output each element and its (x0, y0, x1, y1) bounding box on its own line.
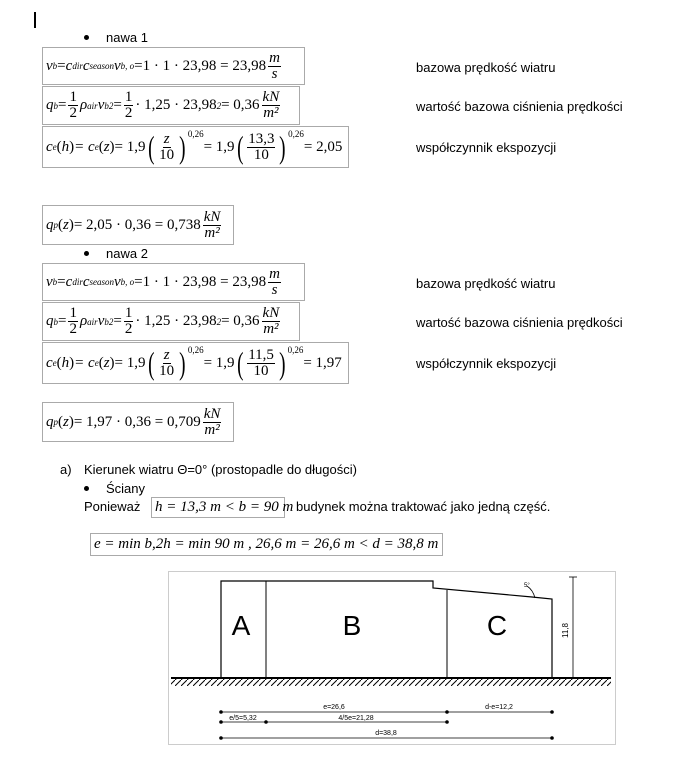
formula-qp-1[interactable]: q p ( z ) = 2,05 · 0,36 = 0,738 $\frac{kN}{\text{m²}}$ (42, 205, 234, 245)
qb-half-num: 1 (69, 89, 77, 105)
conclusion-text: budynek można traktować jako jedną część. (296, 499, 551, 514)
ce2-result: = 1,97 (303, 354, 342, 371)
desc-ce-1: współczynnik ekspozycji (416, 140, 557, 155)
qb2-numeric: · 1,25 · 23,98 (135, 313, 217, 329)
cseason-symbol: c (82, 57, 90, 74)
section2-heading-text: nawa 2 (106, 246, 148, 261)
ce2-mid: = c (74, 354, 95, 371)
qb2-sub: b (53, 316, 58, 327)
desc-vb-1: bazowa prędkość wiatru (416, 60, 556, 75)
bullet-icon (84, 35, 89, 40)
ce-mid: = c (74, 138, 95, 155)
qp-arg: z (63, 216, 69, 233)
qb-result: = 0,36 (221, 97, 260, 113)
vb-unit-num: m (269, 49, 280, 66)
cdir-symbol: c (65, 57, 73, 74)
ce-coef: = 1,9 (114, 138, 146, 155)
qp-sub: p (53, 220, 58, 230)
qb2-half (68, 306, 78, 337)
dim-d-e-label: d-e=12,2 (485, 704, 513, 711)
qb-half-den: 2 (69, 105, 77, 121)
ce-paren-2: ( $\frac{13,3}{10}$ ) (236, 129, 286, 165)
section2-heading (84, 246, 148, 261)
roof-angle-label: 5° (524, 583, 530, 589)
ce-coef2: = 1,9 (203, 138, 235, 155)
qb2-numeric-sup: 2 (216, 316, 222, 327)
ce-frac-num: z (163, 130, 170, 147)
qb2-v-symbol: v (97, 313, 105, 329)
ce-frac2-num: 13,3 (248, 130, 275, 147)
qb2-half2 (124, 306, 134, 337)
ce-exp2: 0,26 (288, 129, 304, 139)
dim-mark (550, 736, 554, 740)
vb2-numeric: =1 · 1 · 23,98 = 23,98 (134, 273, 267, 290)
dim-mark (445, 720, 449, 724)
formula-qb-1[interactable]: q b = $\frac{1}{2}$ ρ air v b 2 = $\frac{1}{2}$ · 1,25 · 23,98 2 = 0,36 $\frac{kN}{\text{m²}}$ (42, 86, 300, 125)
vb2-unit-num: m (269, 265, 280, 282)
qp-numeric: = 2,05 · 0,36 = 0,738 (73, 216, 201, 233)
vb-eq: = (57, 57, 66, 74)
desc-vb-2: bazowa prędkość wiatru (416, 276, 556, 291)
qp2-unit-den: m² (204, 421, 220, 438)
vb2-symbol: v (46, 273, 53, 290)
qp-unit (203, 210, 222, 241)
qb2-symbol: q (46, 313, 54, 329)
qb-sub: b (53, 100, 58, 111)
qb-numeric: · 1,25 · 23,98 (135, 97, 217, 113)
vbo2-symbol: v (114, 273, 121, 290)
qb-unit-den: m² (263, 105, 279, 121)
section1-heading (84, 30, 148, 45)
desc-qb-2: wartość bazowa ciśnienia prędkości (416, 315, 623, 330)
walls-heading-text: Ściany (106, 481, 146, 496)
ce2-frac-den: 10 (159, 362, 175, 379)
cseason2-symbol: c (82, 273, 90, 290)
ce-frac2-den: 10 (253, 146, 269, 163)
dim-mark (219, 710, 223, 714)
cseason-sub: season (89, 61, 114, 71)
vbo-sub: b, o (120, 61, 135, 71)
height-dim-label: 11,8 (561, 623, 570, 638)
ce-sub: e (52, 142, 57, 152)
vb-unit-den: s (271, 65, 278, 82)
ce-exp: 0,26 (187, 129, 204, 139)
dim-4e5-label: 4/5e=21,28 (338, 715, 374, 722)
qb-v-sup: 2 (108, 100, 114, 111)
formula-vb-2[interactable]: v b = c dir c season v b, o =1 · 1 · 23,98 = 23,98 $\frac{m}{s}$ (42, 263, 305, 301)
qb2-unit-num: kN (262, 305, 280, 321)
qb2-unit (262, 306, 281, 337)
ce-result: = 2,05 (303, 138, 343, 155)
rho2-sub: air (87, 316, 98, 327)
qb-v-symbol: v (97, 97, 105, 113)
ce-symbol: c (46, 138, 53, 155)
ce-arg: h (61, 138, 70, 155)
qb-v-sub: b (104, 100, 109, 111)
cdir2-symbol: c (65, 273, 73, 290)
qb2-v-sup: 2 (108, 316, 114, 327)
qb2-unit-den: m² (263, 321, 279, 337)
formula-e[interactable]: e = min b,2h = min 90 m , 26,6 m = 26,6 m < d = 38,8 m (90, 533, 443, 556)
ce2-paren-1: ( $\frac{z}{10}$ ) (147, 345, 186, 381)
ce2-arg: h (61, 354, 70, 371)
vb-unit (268, 51, 281, 82)
formula-qp-2[interactable]: q p ( z ) = 1,97 · 0,36 = 0,709 $\frac{kN}{\text{m²}}$ (42, 402, 234, 442)
qb-half2-num: 1 (124, 89, 133, 105)
text-cursor (34, 12, 36, 28)
bullet-icon (84, 251, 89, 256)
ce2-frac2-den: 10 (253, 362, 269, 379)
ce2-paren-2: ( $\frac{11,5}{10}$ ) (236, 345, 286, 381)
zone-a-label: A (231, 610, 251, 641)
section1-heading-text: nawa 1 (106, 30, 148, 45)
ce2-coef: = 1,9 (114, 354, 146, 371)
ce2-exp: 0,26 (187, 345, 204, 355)
qb2-half2-num: 1 (124, 305, 133, 321)
qp-unit-den: m² (204, 224, 220, 241)
qp2-sub: p (53, 417, 58, 427)
list-item-a-text: Kierunek wiatru Θ=0° (prostopadle do długości) (84, 462, 357, 477)
vb2-unit (268, 267, 281, 298)
qb-half2 (124, 90, 134, 121)
zone-b-label: B (342, 610, 362, 641)
formula-qb-2[interactable]: q b = $\frac{1}{2}$ ρ air v b 2 = $\frac{1}{2}$ · 1,25 · 23,98 2 = 0,36 $\frac{kN}{\text{m²}}$ (42, 302, 300, 341)
qp2-numeric: = 1,97 · 0,36 = 0,709 (73, 413, 201, 430)
ce2-sub: e (52, 358, 57, 368)
walls-heading (84, 481, 145, 496)
ce-paren-1: ( $\frac{z}{10}$ ) (147, 129, 186, 165)
dim-mark (219, 720, 223, 724)
list-item-a-label: a) (60, 462, 72, 477)
ce2-exp2: 0,26 (287, 345, 304, 355)
ce2-symbol: c (46, 354, 53, 371)
formula-ce-2[interactable]: c e ( h ) = c e ( z ) = 1,9 ( $\frac{z}{10}$ ) $^{0,26}$ = 1,9 ( $\frac{11,5}{10}$ ) $^{0,26}$ = 1,97 (42, 342, 349, 384)
vb2-unit-den: s (271, 281, 278, 298)
ce-arg2: z (103, 138, 110, 155)
dim-mark (445, 710, 449, 714)
qb2-half-den: 2 (69, 321, 77, 337)
qb2-half2-den: 2 (124, 321, 133, 337)
qp2-arg: z (63, 413, 69, 430)
qb-numeric-sup: 2 (216, 100, 222, 111)
ce2-arg2: z (103, 354, 110, 371)
dim-e-label: e=26,6 (323, 704, 345, 711)
vbo-symbol: v (114, 57, 121, 74)
building-wind-zones-diagram (168, 571, 616, 745)
qp2-symbol: q (46, 413, 54, 430)
qp2-unit (203, 407, 222, 438)
ce-mid-sub: e (94, 142, 99, 152)
ground-hatch (171, 678, 611, 686)
qp-unit-num: kN (203, 208, 221, 225)
vbo2-sub: b, o (120, 277, 135, 287)
ce2-frac-num: z (163, 346, 170, 363)
vb-numeric: =1 · 1 · 23,98 = 23,98 (134, 57, 267, 74)
qp-symbol: q (46, 216, 54, 233)
vb-symbol: v (46, 57, 53, 74)
desc-ce-2: współczynnik ekspozycji (416, 356, 557, 371)
rho2-symbol: ρ (79, 313, 88, 329)
ce2-frac2-num: 11,5 (248, 346, 274, 363)
qb2-result: = 0,36 (221, 313, 260, 329)
formula-vb-1[interactable] (42, 47, 305, 85)
bullet-icon (84, 486, 89, 491)
qb-half (68, 90, 78, 121)
cdir-sub: dir (72, 61, 83, 71)
qb-symbol: q (46, 97, 54, 113)
vb2-sub: b (52, 277, 58, 287)
dim-mark (264, 720, 268, 724)
rho-sub: air (87, 100, 98, 111)
qb2-v-sub: b (104, 316, 109, 327)
zone-c-label: C (486, 610, 508, 641)
ce2-coef2: = 1,9 (203, 354, 235, 371)
cseason2-sub: season (89, 277, 114, 287)
desc-qb-1: wartość bazowa ciśnienia prędkości (416, 99, 623, 114)
because-text: Ponieważ (84, 499, 141, 514)
formula-ce-1[interactable]: c e ( h ) = c e ( z ) = 1,9 ( $\frac{z}{10}$ ) $^{0,26}$ = 1,9 ( $\frac{13,3}{10}$ ) $^{0,26}$ = 2,05 (42, 126, 349, 168)
ce2-mid-sub: e (94, 358, 99, 368)
formula-condition[interactable]: h = 13,3 m < b = 90 m (151, 497, 285, 518)
rho-symbol: ρ (79, 97, 88, 113)
vb-sub: b (52, 61, 58, 71)
ce-frac-den: 10 (159, 146, 175, 163)
cdir2-sub: dir (72, 277, 83, 287)
qb-half2-den: 2 (124, 105, 133, 121)
dim-e5-label: e/5=5,32 (229, 715, 257, 722)
qb2-half-num: 1 (69, 305, 77, 321)
qp2-unit-num: kN (203, 405, 221, 422)
dim-d-label: d=38,8 (375, 730, 397, 737)
qb-unit-num: kN (262, 89, 280, 105)
dim-mark (550, 710, 554, 714)
qb-unit (262, 90, 281, 121)
dim-mark (219, 736, 223, 740)
